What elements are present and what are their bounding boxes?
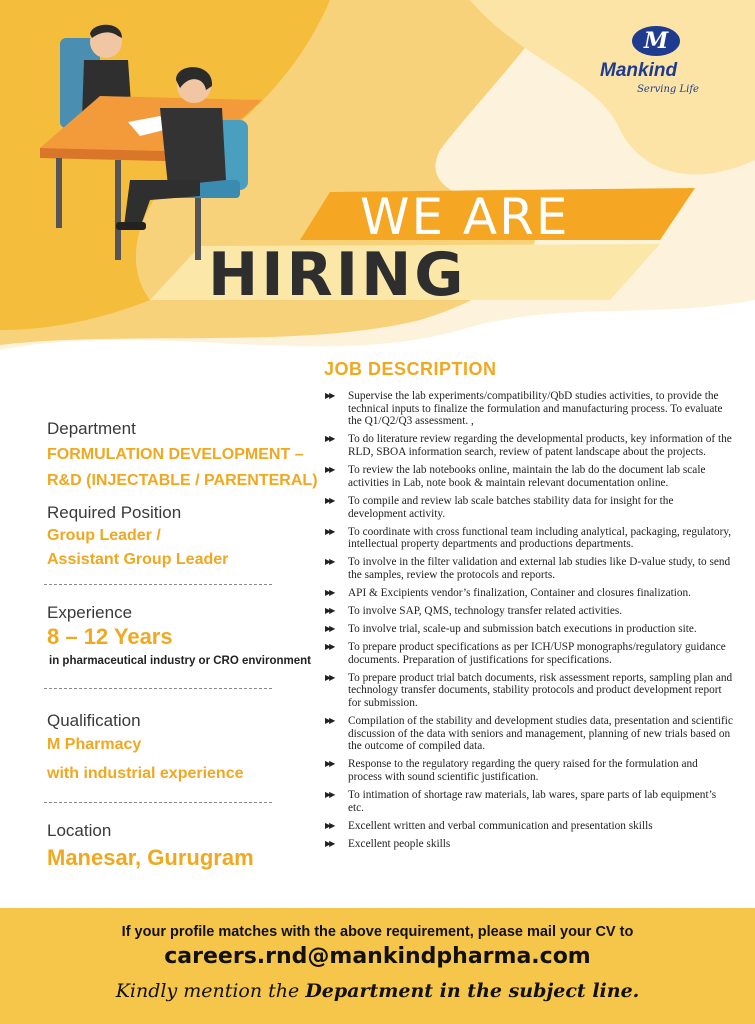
footer-note-bold: Department in the subject line. [305,980,640,1002]
position-label: Required Position [47,503,182,522]
footer-email[interactable]: careers.rnd@mankindpharma.com [164,944,591,969]
jd-item [324,672,734,710]
jd-item [324,526,734,551]
logo-name: Mankind [600,60,678,81]
jd-item [324,605,734,618]
double-arrow-bullet-icon: ▶▶ [325,759,334,769]
jd-item [324,623,734,636]
department-value-line2: R&D (INJECTABLE / PARENTERAL) [47,472,318,489]
department-label: Department [47,419,136,438]
jd-item [324,556,734,581]
double-arrow-bullet-icon: ▶▶ [325,716,334,726]
jd-item [324,587,734,600]
location-label: Location [47,821,112,840]
jd-item-text: Excellent written and verbal communication and presentation skills [348,819,653,832]
double-arrow-bullet-icon: ▶▶ [325,526,334,536]
jd-item [324,390,734,428]
double-arrow-bullet-icon: ▶▶ [325,557,334,567]
jd-item-text: To involve trial, scale-up and submission batch executions in production site. [348,622,697,635]
jd-item-text: To review the lab notebooks online, maintain the lab do the document lab scale activities in Lab, note book & maintain relevant documentation online. [348,464,706,489]
footer-note [0,980,755,1002]
jd-item [324,495,734,520]
jd-item-text: API & Excipients vendor’s finalization, Container and closures finalization. [348,586,692,599]
double-arrow-bullet-icon: ▶▶ [325,838,334,848]
experience-label: Experience [47,603,133,622]
mankind-logo [596,22,736,104]
jd-item-text: To involve in the filter validation and external lab studies like D-value study, to send the samples, review the protocols and reports. [348,556,731,581]
double-arrow-bullet-icon: ▶▶ [325,641,334,651]
double-arrow-bullet-icon: ▶▶ [325,495,334,505]
jd-item-text: To prepare product trial batch documents, risk assessment reports, sampling plan and technology transfer documents, stability protocols and product development report for submission. [348,671,733,710]
jd-item [324,433,734,458]
hero-we-are: WE ARE [360,188,570,246]
jd-item [324,464,734,489]
job-description-list [324,390,734,856]
department-value-line1: FORMULATION DEVELOPMENT – [47,446,304,463]
qualification-label: Qualification [47,711,141,730]
qualification-value-line2: with industrial experience [47,765,244,782]
position-value-line1: Group Leader / [47,527,161,544]
footer-instruction: If your profile matches with the above requirement, please mail your CV to [121,924,634,940]
jd-item-text: To coordinate with cross functional team including analytical, packaging, regulatory, intellectual property departments and productions departments. [348,525,732,551]
logo-tagline: Serving Life [637,84,699,95]
jd-item-text: To prepare product specifications as per ICH/USP monographs/regulatory guidance documents. Preparation of justifications for specifications. [348,640,726,666]
double-arrow-bullet-icon: ▶▶ [325,605,334,615]
double-arrow-bullet-icon: ▶▶ [325,820,334,830]
jd-item-text: To intimation of shortage raw materials, lab wares, spare parts of lab equipment’s etc. [348,789,717,814]
jd-item [324,715,734,753]
divider [44,802,272,803]
double-arrow-bullet-icon: ▶▶ [325,465,334,475]
footer-note-prefix: Kindly mention the [115,980,306,1002]
hero-hiring: HIRING [208,240,467,310]
jd-item [324,838,734,851]
jd-item-text: Excellent people skills [348,837,451,850]
double-arrow-bullet-icon: ▶▶ [325,391,334,400]
jd-item [324,789,734,814]
location-value: Manesar, Gurugram [47,845,254,870]
jd-item-text: To involve SAP, QMS, technology transfer related activities. [348,604,623,617]
jd-item-text: Response to the regulatory regarding the query raised for the formulation and process with sound scientific justification. [348,758,698,784]
jd-item-text: Compilation of the stability and development studies data, presentation and scientific discussion of the data with seniors and management, planning of new trials based on the outcome of compiled data. [348,715,733,753]
jd-item [324,758,734,783]
divider [44,584,272,585]
logo-badge: M [632,26,680,56]
jd-item [324,820,734,833]
jd-item-text: To do literature review regarding the developmental products, key information of the RLD, SBOA information search, review of patent landscape about the projects. [348,433,732,459]
double-arrow-bullet-icon: ▶▶ [325,623,334,633]
double-arrow-bullet-icon: ▶▶ [325,587,334,597]
experience-note: in pharmaceutical industry or CRO environment [49,655,311,667]
jd-item [324,641,734,666]
qualification-value-line1: M Pharmacy [47,736,142,753]
double-arrow-bullet-icon: ▶▶ [325,672,334,682]
jd-item-text: Supervise the lab experiments/compatibility/QbD studies activities, to provide the technical inputs to finalize the formulation and manufacturing process. To evaluate the Q1/Q2/Q3 assessment. , [348,390,723,428]
double-arrow-bullet-icon: ▶▶ [325,434,334,444]
position-value-line2: Assistant Group Leader [47,551,229,568]
double-arrow-bullet-icon: ▶▶ [325,790,334,800]
job-description-title: JOB DESCRIPTION [324,359,497,379]
footer-cta [0,908,755,1024]
experience-value: 8 – 12 Years [47,624,173,649]
divider [44,688,272,689]
jd-item-text: To compile and review lab scale batches stability data for insight for the development activity. [348,494,674,520]
